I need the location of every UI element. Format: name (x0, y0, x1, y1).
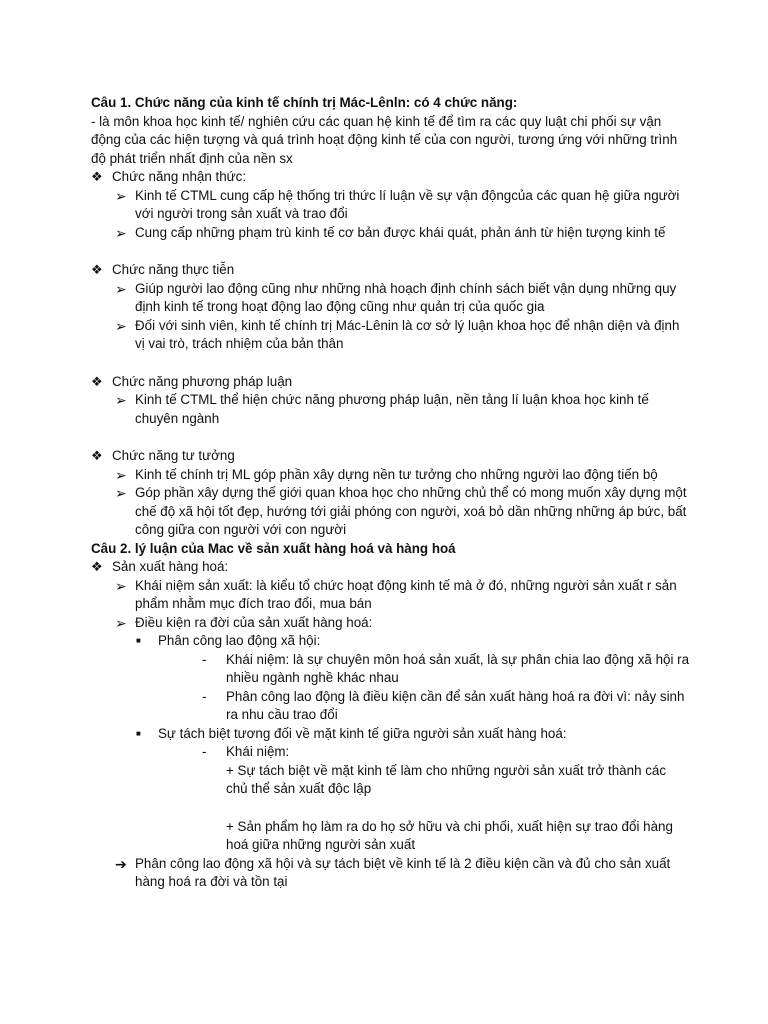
function-item (91, 447, 691, 466)
sub-item (115, 484, 691, 540)
dash-item-text: Khái niệm: (226, 744, 290, 759)
diamond-bullet-icon: ❖ (91, 262, 103, 277)
square-bullet-icon: ■ (136, 636, 141, 645)
diamond-bullet-icon: ❖ (91, 448, 103, 463)
arrowhead-bullet-icon: ➢ (115, 317, 127, 334)
sub-item (115, 317, 691, 354)
plus-item: + Sự tách biệt về mặt kinh tế làm cho những người sản xuất trở thành các chủ thể sản xuất độc lập (226, 762, 667, 796)
dash-bullet: - (202, 744, 207, 759)
question-1-heading: Câu 1. Chức năng của kinh tế chính trị Mác-Lênln: có 4 chức năng: (91, 95, 518, 110)
function-item (91, 261, 691, 280)
dash-item-text: Phân công lao động là điều kiện cần để sản xuất hàng hoá ra đời vì: nảy sinh ra nhu cầu trao đổi (226, 688, 685, 722)
sub-item-text: Giúp người lao động cũng như những nhà hoạch định chính sách biết vận dụng những quy định kinh tế trong hoạt động lao động cũng như quản trị của quốc gia (135, 280, 677, 314)
sub-item (115, 187, 691, 224)
sub-item-text: Góp phần xây dựng thế giới quan khoa học cho những chủ thể có mong muốn xây dựng một chế độ xã hội tốt đẹp, hướng tới giải phóng con người, xoá bỏ dần những những áp bức, bất công giữa con người với con người (135, 485, 687, 537)
conclusion-item (115, 855, 691, 892)
arrowhead-bullet-icon: ➢ (115, 485, 127, 501)
sub-item (115, 466, 691, 485)
sub-item-text: Đối với sinh viên, kinh tế chính trị Mác-Lênin là cơ sở lý luận khoa học để nhận diện và định vị vai trò, trách nhiệm của bản thân (135, 317, 680, 351)
dash-item (202, 688, 691, 725)
plus-item: + Sản phẩm họ làm ra do họ sở hữu và chi phối, xuất hiện sự trao đổi hàng hoá giữa những người sản xuất (226, 818, 673, 852)
function-item (91, 373, 691, 392)
dash-item (202, 743, 691, 762)
sub-item-text: Cung cấp những phạm trù kinh tế cơ bản được khái quát, phản ánh từ hiện tượng kinh tế (135, 224, 666, 240)
sub-item (115, 391, 691, 428)
function-item (91, 168, 691, 187)
arrow-right-icon: ➔ (115, 855, 127, 872)
dash-item (202, 651, 691, 688)
diamond-bullet-icon: ❖ (91, 169, 103, 184)
condition-title: Sự tách biệt tương đối về mặt kinh tế giữa người sản xuất hàng hoá: (158, 725, 567, 741)
arrowhead-bullet-icon: ➢ (115, 577, 127, 594)
sub-item-text: Kinh tế CTML thể hiện chức năng phương pháp luận, nền tảng lí luận khoa học kinh tế chuyên ngành (135, 392, 649, 426)
diamond-bullet-icon: ❖ (91, 559, 103, 574)
arrowhead-bullet-icon: ➢ (115, 280, 127, 297)
question-2-heading: Câu 2. lý luận của Mac về sản xuất hàng hoá và hàng hoá (91, 540, 456, 556)
blank-line (91, 799, 691, 818)
sub-item-text: Kinh tế chính trị ML góp phần xây dựng nền tư tưởng cho những người lao động tiến bộ (135, 466, 658, 482)
arrowhead-bullet-icon: ➢ (115, 466, 127, 483)
section-title: Sản xuất hàng hoá: (112, 559, 229, 574)
document-body (91, 94, 691, 892)
condition-item (136, 632, 691, 651)
sub-item (115, 280, 691, 317)
question-1-intro: - là môn khoa học kinh tế/ nghiên cứu các quan hệ kinh tế để tìm ra các quy luật chi phối sự vận động của các hiện tượng và quá trình hoạt động kinh tế của con người, tương ứng với những trình độ phát triển nhất định của nền sx (91, 113, 678, 166)
blank-line (91, 428, 691, 447)
concept-text: Khái niệm sản xuất: là kiểu tổ chức hoạt động kinh tế mà ở đó, những người sản xuất r sản phẩm nhằm mục đích trao đổi, mua bán (135, 577, 677, 611)
function-title: Chức năng nhận thức: (112, 169, 247, 184)
diamond-bullet-icon: ❖ (91, 373, 103, 389)
conclusion-text: Phân công lao động xã hội và sự tách biệt về kinh tế là 2 điều kiện cần và đủ cho sản xuất hàng hoá ra đời và tồn tại (135, 855, 671, 889)
conditions-title: Điều kiện ra đời của sản xuất hàng hoá: (135, 614, 373, 630)
condition-item (136, 725, 691, 744)
arrowhead-bullet-icon: ➢ (115, 614, 127, 631)
arrowhead-bullet-icon: ➢ (115, 392, 127, 408)
condition-title: Phân công lao động xã hội: (158, 633, 321, 648)
sub-item-text: Kinh tế CTML cung cấp hệ thống tri thức lí luận về sự vận độngcủa các quan hệ giữa người với người trong sản xuất và trao đổi (135, 187, 680, 221)
sub-item (115, 224, 691, 243)
dash-bullet: - (202, 688, 207, 704)
square-bullet-icon: ■ (136, 728, 141, 738)
arrowhead-bullet-icon: ➢ (115, 187, 127, 204)
arrowhead-bullet-icon: ➢ (115, 224, 127, 241)
section-item (91, 558, 691, 577)
function-title: Chức năng phương pháp luận (112, 373, 293, 389)
dash-item-text: Khái niệm: là sự chuyên môn hoá sản xuất, là sự phân chia lao động xã hội ra nhiều ngành nghề khác nhau (226, 651, 690, 685)
blank-line (91, 242, 691, 261)
sub-item (115, 614, 691, 633)
dash-bullet: - (202, 651, 207, 667)
function-title: Chức năng tư tưởng (112, 448, 235, 463)
function-title: Chức năng thực tiễn (112, 262, 235, 277)
blank-line (91, 354, 691, 373)
sub-item (115, 577, 691, 614)
